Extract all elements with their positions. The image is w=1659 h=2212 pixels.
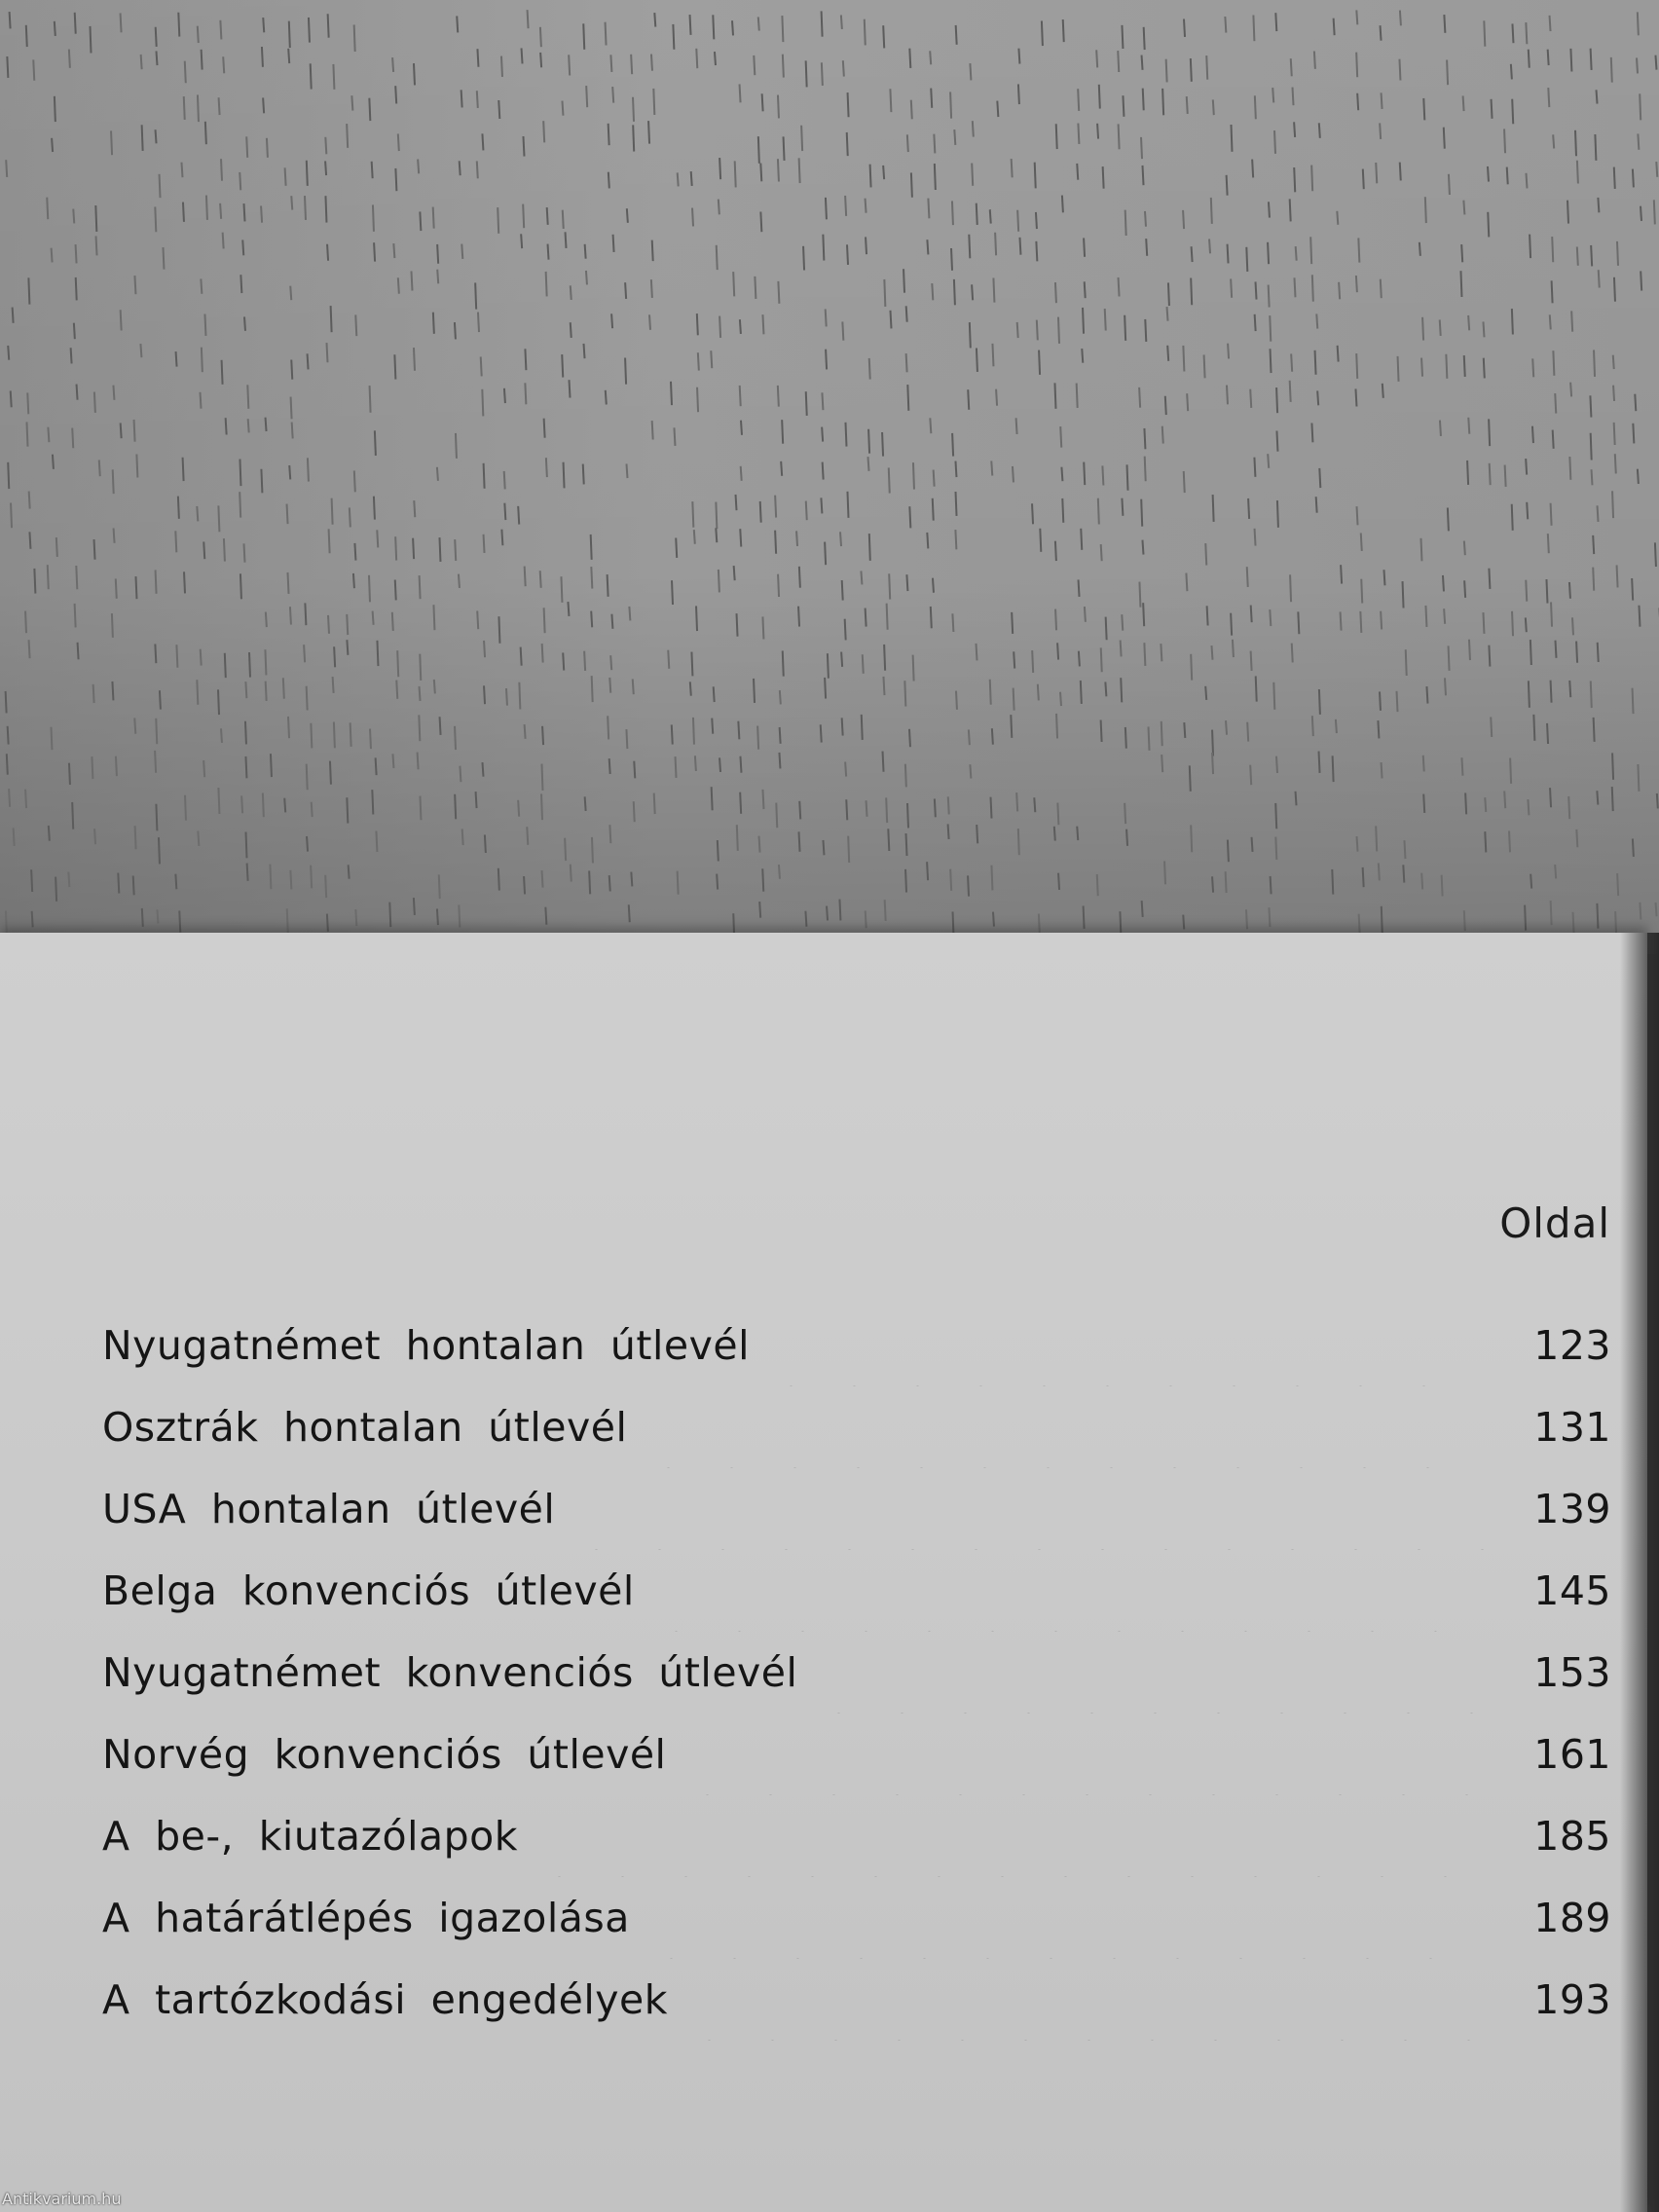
dot-leader: [640, 1877, 1485, 1959]
toc-entry: [102, 1305, 1611, 1386]
toc-entry-title: Norvég konvenciós útlevél: [102, 1731, 667, 1778]
toc-entry-title: Osztrák hontalan útlevél: [102, 1404, 628, 1451]
toc-entry-page-number: 193: [1533, 1976, 1611, 2023]
toc-entry: [102, 1632, 1611, 1714]
dot-leader: [807, 1632, 1485, 1714]
dot-leader: [678, 1959, 1485, 2041]
dot-leader: [528, 1795, 1485, 1877]
textured-endpaper: [0, 0, 1659, 954]
toc-entry-page-number: 145: [1533, 1567, 1611, 1614]
toc-entry-title: Belga konvenciós útlevél: [102, 1567, 635, 1614]
toc-entry-title: A határátlépés igazolása: [102, 1895, 630, 1941]
dot-leader: [645, 1550, 1485, 1632]
page-edge-shadow: [1620, 933, 1659, 2212]
toc-entry-page-number: 185: [1533, 1813, 1611, 1860]
endpaper-texture: [0, 0, 1659, 954]
toc-entry: [102, 1468, 1611, 1550]
dot-leader: [565, 1468, 1485, 1550]
toc-entry-title: Nyugatnémet hontalan útlevél: [102, 1322, 750, 1369]
toc-entry: [102, 1550, 1611, 1632]
toc-entry-title: A tartózkodási engedélyek: [102, 1976, 668, 2023]
toc-entry-page-number: 161: [1533, 1731, 1611, 1778]
toc-entry-page-number: 123: [1533, 1322, 1611, 1369]
toc-entry: [102, 1959, 1611, 2041]
dot-leader: [637, 1386, 1485, 1468]
toc-entry-page-number: 139: [1533, 1486, 1611, 1532]
toc-entry-title: Nyugatnémet konvenciós útlevél: [102, 1649, 798, 1696]
toc-entry: [102, 1877, 1611, 1959]
dot-leader: [676, 1714, 1485, 1795]
page-column-heading: Oldal: [1499, 1199, 1610, 1247]
toc-entry-title: A be-, kiutazólapok: [102, 1813, 518, 1860]
toc-entry: [102, 1386, 1611, 1468]
table-of-contents: [102, 1305, 1611, 2041]
toc-entry-page-number: 189: [1533, 1895, 1611, 1941]
watermark: Antikvarium.hu: [2, 2190, 122, 2208]
toc-entry: [102, 1795, 1611, 1877]
toc-entry: [102, 1714, 1611, 1795]
dot-leader: [759, 1305, 1485, 1386]
toc-entry-title: USA hontalan útlevél: [102, 1486, 556, 1532]
toc-entry-page-number: 153: [1533, 1649, 1611, 1696]
toc-entry-page-number: 131: [1533, 1404, 1611, 1451]
